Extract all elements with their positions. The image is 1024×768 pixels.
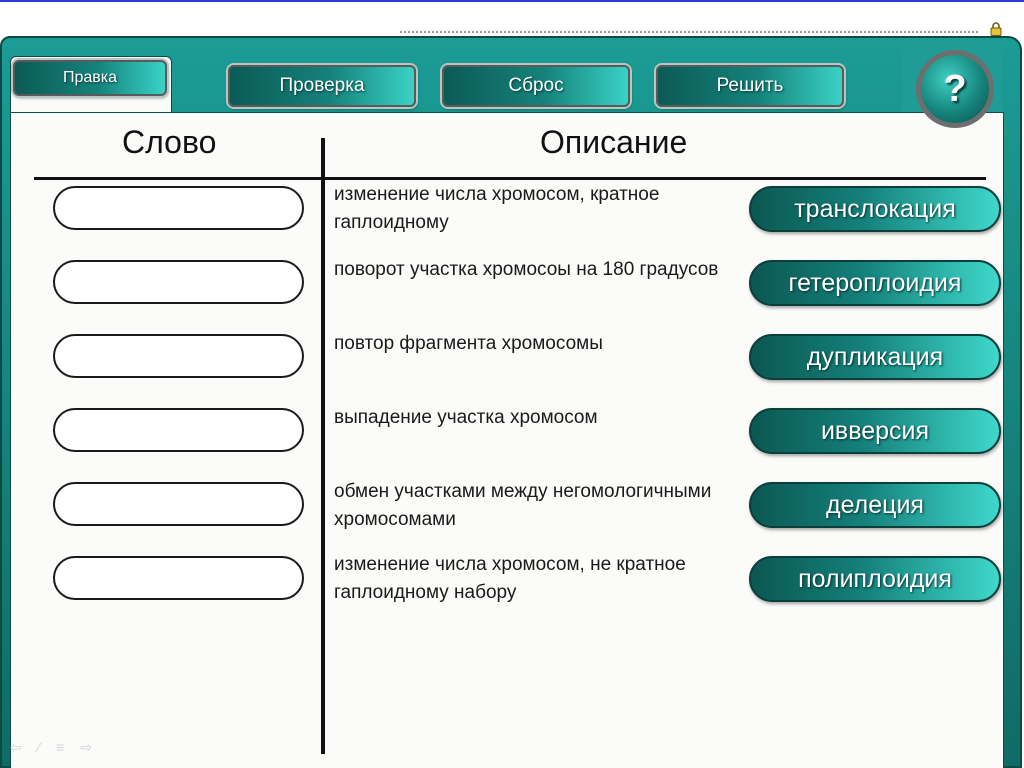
word-chip-deletion[interactable]: делеция xyxy=(749,482,1001,528)
answer-slot-4[interactable] xyxy=(53,408,304,452)
check-button[interactable]: Проверка xyxy=(228,65,416,107)
description-4: выпадение участка хромосом xyxy=(334,407,598,428)
description-2: поворот участка хромосоы на 180 градусов xyxy=(334,259,719,280)
description-6: изменение числа хромосом, не кратное гаплоидному набору xyxy=(334,554,686,603)
pravka-button[interactable]: Правка xyxy=(13,60,167,96)
help-button[interactable]: ? xyxy=(916,50,994,128)
answer-slot-6[interactable] xyxy=(53,556,304,600)
lock-icon xyxy=(989,22,1003,36)
dotted-guide-line xyxy=(400,31,980,33)
answer-slot-2[interactable] xyxy=(53,260,304,304)
description-3: повтор фрагмента хромосомы xyxy=(334,333,603,354)
column-header-description: Описание xyxy=(540,124,688,160)
answer-slot-1[interactable] xyxy=(53,186,304,230)
forward-arrow-icon[interactable]: ⇨ xyxy=(80,739,92,755)
word-chip-heteroploidy[interactable]: гетероплоидия xyxy=(749,260,1001,306)
reset-button[interactable]: Сброс xyxy=(442,65,630,107)
description-5: обмен участками между негомологичными хромосомами xyxy=(334,481,712,530)
menu-icon[interactable]: ≡ xyxy=(56,739,65,755)
answer-slot-3[interactable] xyxy=(53,334,304,378)
solve-button[interactable]: Решить xyxy=(656,65,844,107)
word-chip-polyploidy[interactable]: полиплоидия xyxy=(749,556,1001,602)
header-divider xyxy=(34,177,986,180)
word-chip-inversion[interactable]: ивверсия xyxy=(749,408,1001,454)
slide-nav-bar xyxy=(10,740,92,754)
back-arrow-icon[interactable]: ⇦ xyxy=(10,739,22,755)
pen-icon[interactable]: ∕ xyxy=(37,739,41,755)
column-header-word: Слово xyxy=(122,124,217,160)
description-1: изменение числа хромосом, кратное гаплоидному xyxy=(334,184,660,233)
word-chip-duplication[interactable]: дупликация xyxy=(749,334,1001,380)
word-chip-translocation[interactable]: транслокация xyxy=(749,186,1001,232)
top-border-line xyxy=(0,0,1024,2)
column-divider xyxy=(321,138,325,754)
answer-slot-5[interactable] xyxy=(53,482,304,526)
